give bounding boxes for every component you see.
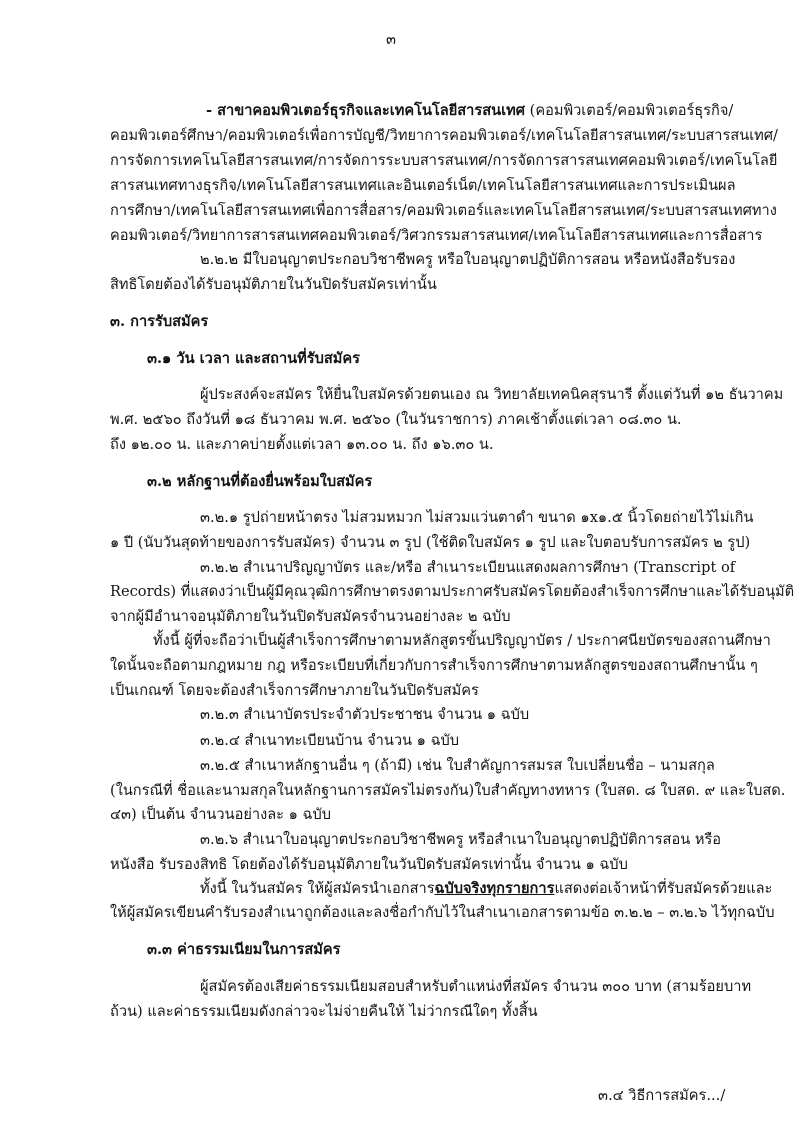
item-3-2-2: ๓.๒.๒ สำเนาปริญญาบัตร และ/หรือ สำเนาระเบียนแสดงผลการศึกษา (Transcript of: [200, 559, 736, 576]
major-line: การจัดการเทคโนโลยีสารสนเทศ/การจัดการระบบสารสนเทศ/การจัดการสารสนเทศคอมพิวเตอร์/เทคโนโลยี: [110, 152, 778, 169]
item-3-2-2-cont: จากผู้มีอำนาจอนุมัติภายในวันปิดรับสมัครจำนวนอย่างละ ๒ ฉบับ: [110, 608, 511, 625]
major-heading: - สาขาคอมพิวเตอร์ธุรกิจและเทคโนโลยีสารสนเทศ: [206, 102, 525, 119]
note-line: ทั้งนี้ ผู้ที่จะถือว่าเป็นผู้สำเร็จการศึกษาตามหลักสูตรขั้นปริญญาบัตร / ประกาศนียบัตรของสถานศึกษา: [153, 632, 771, 649]
clause-2-2-2-cont: สิทธิโดยต้องได้รับอนุมัติภายในวันปิดรับสมัครเท่านั้น: [110, 276, 437, 293]
item-3-2-5: ๓.๒.๕ สำเนาหลักฐานอื่น ๆ (ถ้ามี) เช่น ใบสำคัญการสมรส ใบเปลี่ยนชื่อ – นามสกุล: [200, 757, 715, 774]
clause-2-2-2: ๒.๒.๒ มีใบอนุญาตประกอบวิชาชีพครู หรือใบอนุญาตปฏิบัติการสอน หรือหนังสือรับรอง: [200, 251, 736, 268]
page-number: ๓: [386, 31, 396, 48]
item-3-2-6-cont: หนังสือ รับรองสิทธิ โดยต้องได้รับอนุมัติภายในวันปิดรับสมัครเท่านั้น จำนวน ๑ ฉบับ: [110, 856, 628, 873]
section-3-3-title: ๓.๓ ค่าธรรมเนียมในการสมัคร: [147, 941, 341, 958]
paragraph-line: ผู้สมัครต้องเสียค่าธรรมเนียมสอบสำหรับตำแหน่งที่สมัคร จำนวน ๓๐๐ บาท (สามร้อยบาท: [200, 978, 752, 995]
item-3-2-4: ๓.๒.๔ สำเนาทะเบียนบ้าน จำนวน ๑ ฉบับ: [200, 732, 460, 749]
next-page-continuation: ๓.๔ วิธีการสมัคร.../: [598, 1087, 726, 1104]
final-note-cont: ให้ผู้สมัครเขียนคำรับรองสำเนาถูกต้องและลงชื่อกำกับไว้ในสำเนาเอกสารตามข้อ ๓.๒.๒ – ๓.๒.๖ ไว้ทุกฉบับ: [110, 904, 775, 921]
section-3-2-title: ๓.๒ หลักฐานที่ต้องยื่นพร้อมใบสมัคร: [147, 473, 373, 490]
final-note: [200, 877, 772, 901]
section-3-1-title: ๓.๑ วัน เวลา และสถานที่รับสมัคร: [147, 350, 361, 367]
item-3-2-3: ๓.๒.๓ สำเนาบัตรประจำตัวประชาชน จำนวน ๑ ฉบับ: [200, 706, 530, 723]
paragraph-line: ผู้ประสงค์จะสมัคร ให้ยื่นใบสมัครด้วยตนเอง ณ วิทยาลัยเทคนิคสุรนารี ตั้งแต่วันที่ ๑๒ ธันวาคม: [200, 386, 784, 403]
major-line: สารสนเทศทางธุรกิจ/เทคโนโลยีสารสนเทศและอินเตอร์เน็ต/เทคโนโลยีสารสนเทศและการประเมินผล: [110, 177, 736, 194]
final-note-post: แสดงต่อเจ้าหน้าที่รับสมัครด้วยและ: [554, 880, 773, 897]
paragraph-line: พ.ศ. ๒๕๖๐ ถึงวันที่ ๑๘ ธันวาคม พ.ศ. ๒๕๖๐ (ในวันราชการ) ภาคเช้าตั้งแต่เวลา ๐๘.๓๐ น.: [110, 411, 682, 428]
major-line: คอมพิวเตอร์ศึกษา/คอมพิวเตอร์เพื่อการบัญชี/วิทยาการคอมพิวเตอร์/เทคโนโลยีสารสนเทศ/ระบบสารสนเทศ/: [110, 127, 778, 144]
section-3-title: ๓. การรับสมัคร: [110, 313, 209, 330]
item-3-2-1-cont: ๑ ปี (นับวันสุดท้ายของการรับสมัคร) จำนวน ๓ รูป (ใช้ติดใบสมัคร ๑ รูป และใบตอบรับการสมัคร ๒ รูป): [110, 534, 751, 551]
paragraph-line: ถ้วน) และค่าธรรมเนียมดังกล่าวจะไม่จ่ายคืนให้ ไม่ว่ากรณีใดๆ ทั้งสิ้น: [110, 1003, 538, 1020]
major-line: การศึกษา/เทคโนโลยีสารสนเทศเพื่อการสื่อสาร/คอมพิวเตอร์และเทคโนโลยีสารสนเทศ/ระบบสารสนเทศทาง: [110, 202, 777, 219]
final-note-emphasis: ฉบับจริงทุกรายการ: [434, 880, 555, 897]
item-3-2-6: ๓.๒.๖ สำเนาใบอนุญาตประกอบวิชาชีพครู หรือสำเนาใบอนุญาตปฏิบัติการสอน หรือ: [200, 831, 722, 848]
final-note-pre: ทั้งนี้ ในวันสมัคร ให้ผู้สมัครนำเอกสาร: [200, 880, 435, 897]
note-line: ใดนั้นจะถือตามกฎหมาย กฎ หรือระเบียบที่เกี่ยวกับการสำเร็จการศึกษาตามหลักสูตรของสถานศึกษานั้น ๆ: [110, 657, 758, 674]
item-3-2-2-cont: Records) ที่แสดงว่าเป็นผู้มีคุณวุฒิการศึกษาตรงตามประกาศรับสมัครโดยต้องสำเร็จการศึกษาและได้รับอนุมัติ: [110, 583, 795, 600]
item-3-2-5-cont: ๔๓) เป็นต้น จำนวนอย่างละ ๑ ฉบับ: [110, 806, 331, 823]
major-computer-business-it: [206, 99, 733, 123]
major-line: คอมพิวเตอร์/วิทยาการสารสนเทศคอมพิวเตอร์/วิศวกรรมสารสนเทศ/เทคโนโลยีสารสนเทศและการสื่อสาร: [110, 227, 763, 244]
paragraph-line: ถึง ๑๒.๐๐ น. และภาคบ่ายตั้งแต่เวลา ๑๓.๐๐ น. ถึง ๑๖.๓๐ น.: [110, 436, 494, 453]
major-heading-rest: (คอมพิวเตอร์/คอมพิวเตอร์ธุรกิจ/: [524, 102, 734, 119]
item-3-2-5-cont: (ในกรณีที่ ชื่อและนามสกุลในหลักฐานการสมัครไม่ตรงกัน)ใบสำคัญทางทหาร (ใบสด. ๘ ใบสด. ๙ และใบสด.: [110, 782, 786, 799]
note-line: เป็นเกณฑ์ โดยจะต้องสำเร็จการศึกษาภายในวันปิดรับสมัคร: [110, 682, 479, 699]
item-3-2-1: ๓.๒.๑ รูปถ่ายหน้าตรง ไม่สวมหมวก ไม่สวมแว่นตาดำ ขนาด ๑x๑.๕ นิ้วโดยถ่ายไว้ไม่เกิน: [200, 509, 754, 526]
